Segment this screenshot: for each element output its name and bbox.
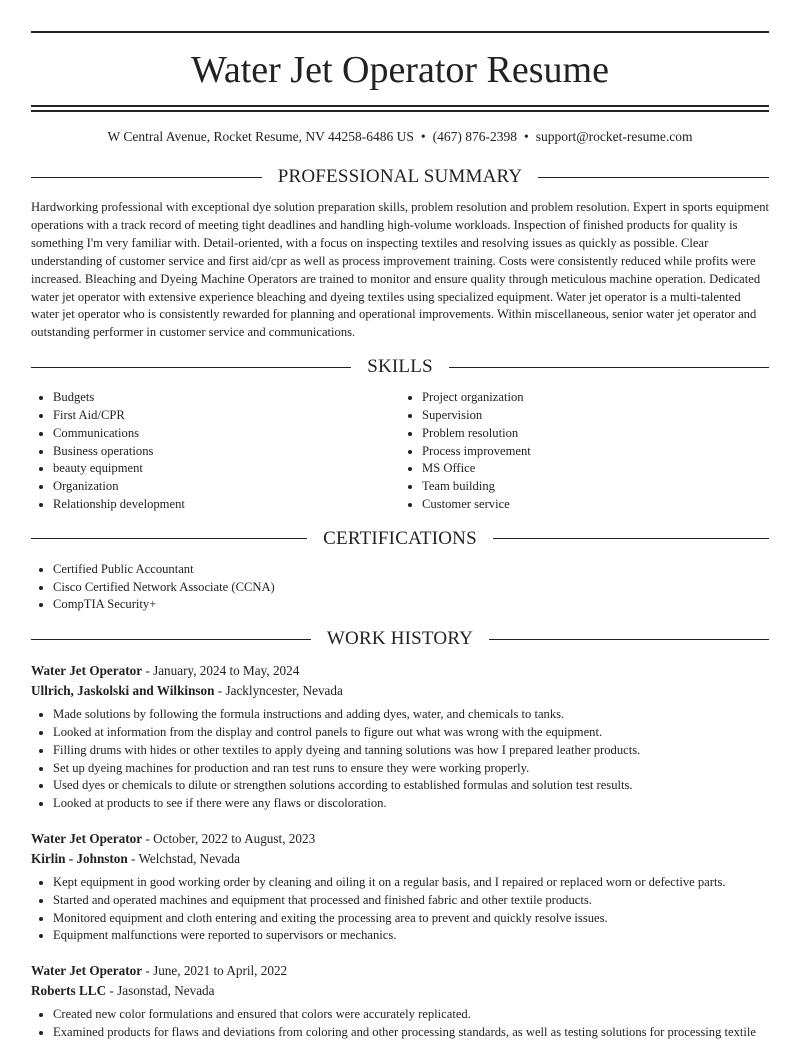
certifications-list — [31, 561, 769, 614]
heading-rule — [493, 538, 769, 539]
certification-item: • Certified Public Accountant — [53, 561, 769, 579]
heading-rule — [31, 639, 311, 640]
skill-item: • Team building — [422, 478, 769, 496]
job-bullet: • Monitored equipment and cloth entering and exiting the processing area to prevent and quickly resolve issues. — [53, 910, 769, 928]
contact-separator: • — [420, 129, 426, 144]
job-bullet: • Made solutions by following the formula instructions and adding dyes, water, and chemicals to tanks. — [53, 706, 769, 724]
resume-title: Water Jet Operator Resume — [191, 49, 609, 91]
job-bullet: • Used dyes or chemicals to dilute or strengthen solutions according to established formulas and solution test results. — [53, 777, 769, 795]
skill-item: • Supervision — [422, 407, 769, 425]
skill-item: • Organization — [53, 478, 400, 496]
resume-page — [31, 0, 769, 1042]
contact-email[interactable]: support@rocket-resume.com — [535, 129, 693, 144]
skill-item: • beauty equipment — [53, 460, 400, 478]
job-location: - Jacklyncester, Nevada — [214, 682, 343, 698]
title-double-rule — [31, 105, 769, 112]
heading-rule — [538, 177, 769, 178]
job-company: Roberts LLC — [31, 982, 107, 998]
job-bullet: • Equipment malfunctions were reported to supervisors or mechanics. — [53, 927, 769, 945]
job-bullets — [31, 706, 769, 813]
contact-line — [31, 128, 769, 146]
job-bullet: • Created new color formulations and ensured that colors were accurately replicated. — [53, 1006, 769, 1024]
job-bullet: • Started and operated machines and equipment that processed and finished fabric and other textile products. — [53, 892, 769, 910]
heading-rule — [31, 538, 307, 539]
heading-rule — [449, 367, 769, 368]
skills-left-list — [31, 389, 400, 514]
job-bullet: • Kept equipment in good working order by cleaning and oiling it on a regular basis, and I repaired or replaced worn or defective parts. — [53, 874, 769, 892]
contact-phone[interactable]: (467) 876-2398 — [432, 129, 517, 144]
job-dates: - June, 2021 to April, 2022 — [142, 963, 288, 979]
skill-item: • Budgets — [53, 389, 400, 407]
job-bullet: • Examined products for flaws and deviations from coloring and other processing standards, as well as testing solutions for processing textile — [53, 1024, 769, 1042]
skill-item: • Customer service — [422, 496, 769, 514]
job-dates: - January, 2024 to May, 2024 — [142, 663, 300, 679]
job-location: - Welchstad, Nevada — [127, 850, 240, 866]
job-bullet: • Filling drums with hides or other textiles to apply dyeing and tanning solutions was how I prepared leather products. — [53, 742, 769, 760]
job-title: Water Jet Operator — [31, 831, 143, 846]
job-company-line — [31, 849, 769, 869]
skills-heading — [31, 356, 769, 378]
job-bullets — [31, 874, 769, 945]
certification-item: • Cisco Certified Network Associate (CCNA) — [53, 579, 769, 597]
certifications-heading — [31, 528, 769, 550]
job-bullet: • Looked at products to see if there were any flaws or discoloration. — [53, 795, 769, 813]
summary-text: Hardworking professional with exceptional dye solution preparation skills, problem resolution and problem resolution. Expert in sports equipment operations with a track record of meeting tight deadlines and handling high-volume workloads. Inspection of finished products for quality is something I'm very familiar with. Detail-oriented, with a focus on inspecting textiles and resolving issues as quickly as possible. Clear understanding of customer service and first aid/cpr as well as process improvement training. Costs were consistently reduced while profits were increased. Bleaching and Dyeing Machine Operators are trained to monitor and ensure quality through meticulous machine operation. Dedicated water jet operator with extensive experience bleaching and dyeing textiles using specialized equipment. Water jet operator is a multi-talented water jet operator who is consistently rewarded for planning and operational improvements. Within miscellaneous, senior water jet operator and outstanding performer in customer service and communications. — [31, 200, 769, 340]
skill-item: • Process improvement — [422, 443, 769, 461]
certification-item: • CompTIA Security+ — [53, 596, 769, 614]
job-entry — [31, 661, 769, 813]
work-history-heading-text: WORK HISTORY — [326, 628, 474, 650]
job-title: Water Jet Operator — [31, 963, 143, 979]
skills-heading-text: SKILLS — [367, 356, 433, 378]
skill-item: • MS Office — [422, 460, 769, 478]
skill-item: • Problem resolution — [422, 425, 769, 443]
skill-item: • First Aid/CPR — [53, 407, 400, 425]
heading-rule — [489, 639, 769, 640]
job-company-line — [31, 981, 769, 1001]
job-title: Water Jet Operator — [31, 663, 143, 679]
job-company: Kirlin - Johnston — [31, 850, 128, 866]
summary-heading-text: PROFESSIONAL SUMMARY — [277, 166, 523, 187]
work-history-heading — [31, 628, 769, 650]
job-company: Ullrich, Jaskolski and Wilkinson — [31, 682, 215, 698]
skill-item: • Relationship development — [53, 496, 400, 514]
job-bullets — [31, 1006, 769, 1042]
job-entry — [31, 961, 769, 1042]
job-bullet: • Set up dyeing machines for production and ran test runs to ensure they were working properly. — [53, 760, 769, 778]
job-entry — [31, 829, 769, 945]
job-bullet: • Looked at information from the display and control panels to figure out what was wrong with the equipment. — [53, 724, 769, 742]
skills-columns — [31, 389, 769, 514]
skill-item: • Business operations — [53, 443, 400, 461]
top-rule — [31, 31, 769, 33]
skills-right-list — [400, 389, 769, 514]
job-dates: - October, 2022 to August, 2023 — [142, 831, 316, 846]
skill-item: • Project organization — [422, 389, 769, 407]
heading-rule — [31, 367, 351, 368]
contact-separator: • — [523, 129, 529, 144]
job-title-line — [31, 661, 769, 681]
job-location: - Jasonstad, Nevada — [106, 982, 215, 998]
heading-rule — [31, 177, 262, 178]
job-company-line — [31, 681, 769, 701]
summary-heading — [31, 166, 769, 188]
job-title-line — [31, 961, 769, 981]
certifications-heading-text: CERTIFICATIONS — [323, 527, 477, 549]
job-title-line — [31, 829, 769, 849]
contact-address: W Central Avenue, Rocket Resume, NV 44258-6486 US — [107, 129, 414, 144]
skill-item: • Communications — [53, 425, 400, 443]
